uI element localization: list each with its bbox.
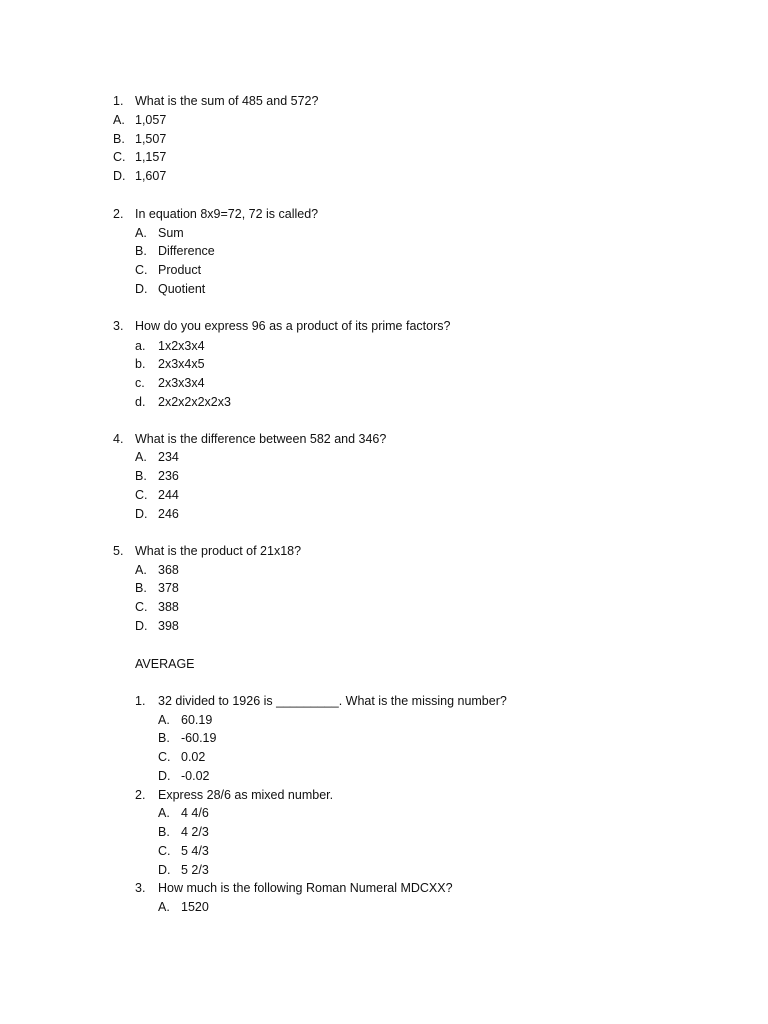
- option-item: [158, 898, 209, 917]
- question-text: Express 28/6 as mixed number.: [158, 788, 334, 802]
- option-text: 1,607: [135, 169, 167, 183]
- option-item: [135, 355, 205, 374]
- question-4: [113, 430, 387, 449]
- option-item: [135, 448, 179, 467]
- option-label: C.: [135, 600, 148, 614]
- option-text: 60.19: [181, 713, 213, 727]
- option-text: 246: [158, 507, 179, 521]
- option-text: 1,057: [135, 113, 167, 127]
- option-item: [135, 598, 179, 617]
- option-label: A.: [135, 450, 147, 464]
- question-number: 1.: [135, 694, 146, 708]
- option-label: B.: [135, 244, 147, 258]
- question-number: 2.: [113, 207, 124, 221]
- option-label: C.: [158, 844, 171, 858]
- question-number: 3.: [135, 881, 146, 895]
- question-text: 32 divided to 1926 is _________. What is the missing number?: [158, 694, 507, 708]
- option-label: b.: [135, 357, 146, 371]
- option-text: 4 2/3: [181, 825, 209, 839]
- option-label: a.: [135, 339, 146, 353]
- option-label: D.: [158, 863, 171, 877]
- question-3: [113, 317, 451, 336]
- question-text: What is the product of 21x18?: [135, 544, 302, 558]
- question-number: 4.: [113, 432, 124, 446]
- option-text: 4 4/6: [181, 806, 209, 820]
- option-text: 2x2x2x2x2x3: [158, 395, 231, 409]
- option-text: 5 2/3: [181, 863, 209, 877]
- option-item: [135, 617, 179, 636]
- option-text: 234: [158, 450, 179, 464]
- option-item: [158, 804, 209, 823]
- option-label: A.: [135, 563, 147, 577]
- question-number: 2.: [135, 788, 146, 802]
- section-heading: AVERAGE: [135, 657, 195, 671]
- option-text: Product: [158, 263, 202, 277]
- question-number: 1.: [113, 94, 124, 108]
- option-text: 2x3x4x5: [158, 357, 205, 371]
- option-item: [135, 337, 205, 356]
- option-item: [158, 861, 209, 880]
- option-label: A.: [135, 226, 147, 240]
- option-text: 236: [158, 469, 179, 483]
- option-label: C.: [158, 750, 171, 764]
- option-item: [113, 148, 167, 167]
- option-item: [135, 486, 179, 505]
- option-text: 1,157: [135, 150, 167, 164]
- option-label: D.: [135, 282, 148, 296]
- option-text: Difference: [158, 244, 215, 258]
- option-label: D.: [135, 507, 148, 521]
- option-text: Sum: [158, 226, 184, 240]
- option-item: [135, 374, 205, 393]
- option-label: C.: [135, 488, 148, 502]
- option-text: -60.19: [181, 731, 217, 745]
- option-label: B.: [158, 731, 170, 745]
- option-label: B.: [135, 581, 147, 595]
- option-text: 5 4/3: [181, 844, 209, 858]
- option-label: A.: [113, 113, 125, 127]
- option-item: [113, 167, 167, 186]
- question-text: How do you express 96 as a product of its prime factors?: [135, 319, 451, 333]
- question-5: [113, 542, 302, 561]
- option-item: [158, 748, 206, 767]
- average-question-3: [135, 879, 453, 898]
- option-item: [158, 767, 210, 786]
- option-label: A.: [158, 713, 170, 727]
- option-label: D.: [135, 619, 148, 633]
- question-number: 5.: [113, 544, 124, 558]
- option-item: [135, 467, 179, 486]
- question-1: [113, 92, 319, 111]
- option-item: [158, 842, 209, 861]
- option-label: D.: [158, 769, 171, 783]
- option-item: [113, 130, 167, 149]
- option-label: B.: [158, 825, 170, 839]
- option-label: d.: [135, 395, 146, 409]
- option-text: 2x3x3x4: [158, 376, 205, 390]
- question-text: What is the difference between 582 and 346?: [135, 432, 387, 446]
- option-text: 0.02: [181, 750, 206, 764]
- option-label: C.: [113, 150, 126, 164]
- option-text: -0.02: [181, 769, 210, 783]
- option-item: [158, 729, 217, 748]
- option-item: [135, 505, 179, 524]
- option-text: 244: [158, 488, 179, 502]
- option-text: 398: [158, 619, 179, 633]
- option-item: [135, 224, 184, 243]
- option-item: [158, 711, 213, 730]
- option-label: D.: [113, 169, 126, 183]
- option-text: 1520: [181, 900, 209, 914]
- option-text: Quotient: [158, 282, 206, 296]
- question-text: What is the sum of 485 and 572?: [135, 94, 319, 108]
- option-item: [135, 393, 231, 412]
- option-label: B.: [135, 469, 147, 483]
- option-text: 368: [158, 563, 179, 577]
- average-question-1: [135, 692, 507, 711]
- average-question-2: [135, 786, 334, 805]
- option-label: A.: [158, 806, 170, 820]
- option-text: 388: [158, 600, 179, 614]
- option-item: [113, 111, 167, 130]
- option-text: 1x2x3x4: [158, 339, 205, 353]
- option-text: 378: [158, 581, 179, 595]
- question-text: How much is the following Roman Numeral MDCXX?: [158, 881, 453, 895]
- option-text: 1,507: [135, 132, 167, 146]
- option-item: [135, 242, 215, 261]
- question-text: In equation 8x9=72, 72 is called?: [135, 207, 319, 221]
- option-label: c.: [135, 376, 145, 390]
- option-item: [135, 261, 202, 280]
- option-item: [135, 561, 179, 580]
- question-2: [113, 205, 319, 224]
- option-label: C.: [135, 263, 148, 277]
- option-label: A.: [158, 900, 170, 914]
- option-item: [135, 280, 206, 299]
- option-label: B.: [113, 132, 125, 146]
- option-item: [135, 579, 179, 598]
- option-item: [158, 823, 209, 842]
- question-number: 3.: [113, 319, 124, 333]
